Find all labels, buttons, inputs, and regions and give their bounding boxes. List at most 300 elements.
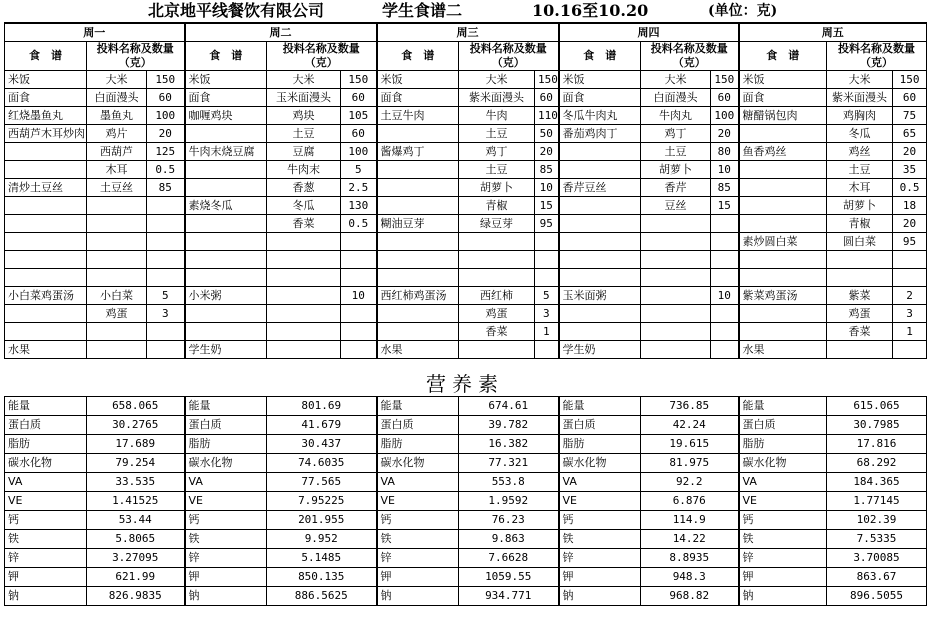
nutrient-value: 948.3 [641,568,739,587]
nutrient-label: 锌 [559,549,641,568]
nutrient-value: 3.27095 [87,549,185,568]
dish-name [559,305,641,323]
dish-name: 学生奶 [185,341,267,359]
ingredient-name [267,323,341,341]
dish-name [739,269,827,287]
nutrition-row [5,454,927,473]
ingredient-qty: 3 [147,305,185,323]
ingredient-qty [535,341,559,359]
ingredient-qty [535,251,559,269]
menu-row [5,215,927,233]
ingredient-name: 香芹 [641,179,711,197]
ingredient-qty: 5 [341,161,377,179]
ingredient-qty [147,215,185,233]
dish-name [5,323,87,341]
ingredient-name: 鸡丁 [641,125,711,143]
nutrient-value: 896.5055 [827,587,927,606]
ingredient-name: 牛肉 [459,107,535,125]
ingredient-qty: 60 [147,89,185,107]
dish-name [5,143,87,161]
dish-header: 食 谱 [185,42,267,71]
ingredient-name: 白面漫头 [87,89,147,107]
ingredient-name: 土豆 [827,161,893,179]
day-header: 周五 [739,23,927,42]
ingredient-name [641,269,711,287]
ingredient-name: 鸡丁 [459,143,535,161]
ingredient-qty: 0.5 [341,215,377,233]
dish-name: 番茄鸡肉丁 [559,125,641,143]
ingredient-name: 西红柿 [459,287,535,305]
ingredient-qty: 150 [147,71,185,89]
nutrient-value: 863.67 [827,568,927,587]
nutrient-label: VE [185,492,267,511]
dish-name [185,269,267,287]
menu-row [5,341,927,359]
dish-name: 咖喱鸡块 [185,107,267,125]
nutrient-value: 19.615 [641,435,739,454]
nutrient-value: 7.6628 [459,549,559,568]
ingredient-name [459,341,535,359]
ingredient-name: 鸡胸肉 [827,107,893,125]
ingredient-qty [711,323,739,341]
ingredient-name: 大米 [827,71,893,89]
dish-name [5,269,87,287]
dish-name [185,233,267,251]
dish-name [185,179,267,197]
ingredient-name [641,305,711,323]
nutrient-label: 钾 [739,568,827,587]
ingredient-name: 紫米面漫头 [459,89,535,107]
nutrient-label: 脂肪 [5,435,87,454]
dish-name [377,161,459,179]
menu-row [5,179,927,197]
nutrient-label: 碳水化物 [5,454,87,473]
dish-name: 西红柿鸡蛋汤 [377,287,459,305]
ingredient-qty [147,269,185,287]
nutrient-label: 钾 [377,568,459,587]
dish-name: 紫菜鸡蛋汤 [739,287,827,305]
dish-name: 米饭 [559,71,641,89]
dish-name [739,305,827,323]
dish-name [739,323,827,341]
ingredient-qty: 85 [711,179,739,197]
ingredient-name: 鸡丝 [827,143,893,161]
ingredient-name: 胡萝卜 [459,179,535,197]
ingredient-qty [341,323,377,341]
dish-name: 素烧冬瓜 [185,197,267,215]
ingredient-name [459,269,535,287]
ingredient-qty [893,251,927,269]
ingredient-name [827,341,893,359]
ingredient-qty [147,233,185,251]
nutrient-label: 钠 [377,587,459,606]
nutrient-label: VE [559,492,641,511]
ingredient-qty: 20 [893,215,927,233]
ingredient-qty: 85 [535,161,559,179]
dish-name [739,215,827,233]
nutrient-value: 17.816 [827,435,927,454]
dish-name: 面食 [559,89,641,107]
nutrient-label: 脂肪 [559,435,641,454]
nutrient-value: 9.952 [267,530,377,549]
ingredient-name: 豆腐 [267,143,341,161]
ingredient-qty: 60 [893,89,927,107]
dish-name: 西葫芦木耳炒肉 [5,125,87,143]
nutrient-label: 钠 [739,587,827,606]
ingredient-name [267,269,341,287]
ingredient-qty: 15 [535,197,559,215]
ingredient-qty: 60 [535,89,559,107]
ingredient-name: 木耳 [827,179,893,197]
ingredient-header: 投料名称及数量（克） [87,42,185,71]
dish-name: 米饭 [5,71,87,89]
nutrient-label: 钾 [559,568,641,587]
ingredient-name: 牛肉末 [267,161,341,179]
ingredient-qty [341,233,377,251]
ingredient-name [267,305,341,323]
nutrient-label: 铁 [5,530,87,549]
ingredient-qty: 80 [711,143,739,161]
ingredient-qty [711,269,739,287]
nutrient-label: 锌 [377,549,459,568]
nutrient-value: 1059.55 [459,568,559,587]
dish-name: 米饭 [377,71,459,89]
nutrient-value: 39.782 [459,416,559,435]
dish-name [739,251,827,269]
nutrient-value: 30.437 [267,435,377,454]
ingredient-name [459,251,535,269]
dish-name [377,323,459,341]
nutrient-value: 3.70085 [827,549,927,568]
nutrient-value: 5.8065 [87,530,185,549]
dish-name: 水果 [377,341,459,359]
nutrient-value: 615.065 [827,397,927,416]
dish-name: 红烧墨鱼丸 [5,107,87,125]
nutrient-value: 934.771 [459,587,559,606]
ingredient-name: 圆白菜 [827,233,893,251]
company-name: 北京地平线餐饮有限公司 [148,1,325,20]
dish-name [739,197,827,215]
nutrient-label: 能量 [185,397,267,416]
nutrient-value: 42.24 [641,416,739,435]
nutrient-label: 钠 [559,587,641,606]
nutrient-value: 801.69 [267,397,377,416]
nutrient-label: 铁 [377,530,459,549]
dish-header: 食 谱 [377,42,459,71]
menu-row [5,197,927,215]
nutrient-label: 铁 [185,530,267,549]
ingredient-qty: 150 [535,71,559,89]
nutrient-value: 184.365 [827,473,927,492]
menu-row [5,89,927,107]
dish-name [185,251,267,269]
ingredient-qty: 75 [893,107,927,125]
ingredient-name: 青椒 [459,197,535,215]
ingredient-qty: 150 [711,71,739,89]
column-header-row [5,42,927,71]
ingredient-qty: 130 [341,197,377,215]
nutrient-label: 铁 [559,530,641,549]
ingredient-qty: 35 [893,161,927,179]
day-header-row [5,23,927,42]
ingredient-name: 香菜 [827,323,893,341]
ingredient-name: 香葱 [267,179,341,197]
ingredient-qty: 1 [535,323,559,341]
nutrient-label: 蛋白质 [5,416,87,435]
menu-row [5,323,927,341]
ingredient-name: 大米 [641,71,711,89]
ingredient-name [87,215,147,233]
dish-name [559,197,641,215]
nutrient-value: 5.1485 [267,549,377,568]
nutrient-label: 碳水化物 [559,454,641,473]
ingredient-qty: 110 [535,107,559,125]
ingredient-name [267,341,341,359]
ingredient-name: 香菜 [459,323,535,341]
dish-name: 素炒圆白菜 [739,233,827,251]
ingredient-name [641,287,711,305]
dish-name [377,269,459,287]
nutrient-value: 92.2 [641,473,739,492]
nutrient-value: 850.135 [267,568,377,587]
dish-name [5,251,87,269]
ingredient-qty: 3 [535,305,559,323]
dish-name: 面食 [377,89,459,107]
ingredient-qty [711,251,739,269]
dish-name: 米饭 [185,71,267,89]
menu-row [5,287,927,305]
nutrient-value: 9.863 [459,530,559,549]
ingredient-name: 鸡蛋 [827,305,893,323]
nutrient-value: 201.955 [267,511,377,530]
ingredient-name: 玉米面漫头 [267,89,341,107]
ingredient-name [87,233,147,251]
nutrient-label: VA [185,473,267,492]
ingredient-name: 大米 [87,71,147,89]
ingredient-qty: 60 [711,89,739,107]
nutrient-label: VE [5,492,87,511]
nutrient-value: 30.2765 [87,416,185,435]
ingredient-header: 投料名称及数量（克） [641,42,739,71]
ingredient-qty: 100 [341,143,377,161]
ingredient-name: 白面漫头 [641,89,711,107]
menu-table [4,22,927,359]
ingredient-qty: 18 [893,197,927,215]
nutrient-value: 674.61 [459,397,559,416]
ingredient-qty: 2 [893,287,927,305]
ingredient-name [827,251,893,269]
nutrient-value: 7.95225 [267,492,377,511]
ingredient-qty [711,215,739,233]
menu-row [5,233,927,251]
menu-row [5,107,927,125]
ingredient-qty [147,323,185,341]
dish-name: 玉米面粥 [559,287,641,305]
nutrient-value: 68.292 [827,454,927,473]
nutrient-value: 17.689 [87,435,185,454]
nutrition-row [5,530,927,549]
nutrient-label: 蛋白质 [185,416,267,435]
nutrient-value: 8.8935 [641,549,739,568]
dish-name [377,233,459,251]
ingredient-name: 小白菜 [87,287,147,305]
menu-row [5,125,927,143]
ingredient-qty [893,341,927,359]
ingredient-qty: 2.5 [341,179,377,197]
ingredient-name: 土豆 [459,125,535,143]
ingredient-name: 冬瓜 [267,197,341,215]
nutrient-value: 886.5625 [267,587,377,606]
ingredient-qty [147,197,185,215]
nutrient-label: 蛋白质 [559,416,641,435]
day-header: 周一 [5,23,185,42]
ingredient-qty: 60 [341,89,377,107]
nutrient-label: VA [739,473,827,492]
nutrient-label: 脂肪 [377,435,459,454]
ingredient-name: 紫米面漫头 [827,89,893,107]
ingredient-name: 土豆 [267,125,341,143]
ingredient-qty [711,233,739,251]
nutrient-label: 钙 [185,511,267,530]
nutrient-value: 53.44 [87,511,185,530]
dish-name [5,233,87,251]
ingredient-name [827,269,893,287]
dish-name: 小白菜鸡蛋汤 [5,287,87,305]
ingredient-name: 豆丝 [641,197,711,215]
ingredient-name: 土豆丝 [87,179,147,197]
ingredient-name: 鸡蛋 [87,305,147,323]
nutrient-label: 能量 [559,397,641,416]
ingredient-qty [535,269,559,287]
day-header: 周四 [559,23,739,42]
ingredient-name: 土豆 [459,161,535,179]
ingredient-qty: 20 [535,143,559,161]
ingredient-name [87,251,147,269]
nutrient-label: VA [559,473,641,492]
menu-row [5,305,927,323]
ingredient-qty: 95 [893,233,927,251]
ingredient-qty: 100 [147,107,185,125]
dish-name [185,161,267,179]
dish-name [559,251,641,269]
nutrient-value: 77.321 [459,454,559,473]
ingredient-qty [147,341,185,359]
ingredient-qty [535,233,559,251]
ingredient-qty: 20 [147,125,185,143]
ingredient-name [87,197,147,215]
nutrient-value: 14.22 [641,530,739,549]
ingredient-qty [341,251,377,269]
nutrient-label: 钙 [739,511,827,530]
dish-name [559,269,641,287]
day-header: 周二 [185,23,377,42]
nutrient-value: 1.77145 [827,492,927,511]
ingredient-name: 土豆 [641,143,711,161]
dish-name: 酱爆鸡丁 [377,143,459,161]
nutrient-value: 33.535 [87,473,185,492]
dish-name [559,143,641,161]
nutrient-value: 41.679 [267,416,377,435]
nutrient-label: 碳水化物 [739,454,827,473]
dish-name [5,305,87,323]
ingredient-name [641,233,711,251]
nutrient-label: 能量 [5,397,87,416]
nutrient-label: 蛋白质 [377,416,459,435]
nutrient-value: 81.975 [641,454,739,473]
ingredient-name: 西葫芦 [87,143,147,161]
ingredient-name [87,269,147,287]
nutrient-value: 30.7985 [827,416,927,435]
dish-name [377,251,459,269]
ingredient-qty: 0.5 [147,161,185,179]
ingredient-header: 投料名称及数量（克） [827,42,927,71]
nutrient-label: 钠 [5,587,87,606]
nutrition-row [5,587,927,606]
ingredient-qty: 5 [535,287,559,305]
ingredient-name: 大米 [459,71,535,89]
nutrient-value: 7.5335 [827,530,927,549]
dish-name: 冬瓜牛肉丸 [559,107,641,125]
ingredient-qty [341,269,377,287]
dish-name [739,179,827,197]
ingredient-name [459,233,535,251]
ingredient-name [267,287,341,305]
nutrition-row [5,549,927,568]
nutrient-value: 968.82 [641,587,739,606]
nutrient-label: 钙 [559,511,641,530]
ingredient-name [641,323,711,341]
ingredient-name [267,233,341,251]
nutrient-label: 碳水化物 [377,454,459,473]
ingredient-name: 青椒 [827,215,893,233]
ingredient-qty: 50 [535,125,559,143]
ingredient-name [267,251,341,269]
nutrient-value: 74.6035 [267,454,377,473]
nutrient-value: 736.85 [641,397,739,416]
ingredient-qty: 95 [535,215,559,233]
dish-header: 食 谱 [559,42,641,71]
dish-name [377,305,459,323]
nutrient-label: 钠 [185,587,267,606]
ingredient-qty: 85 [147,179,185,197]
nutrient-label: VE [377,492,459,511]
ingredient-qty: 10 [711,287,739,305]
menu-row [5,143,927,161]
nutrient-value: 621.99 [87,568,185,587]
ingredient-qty [147,251,185,269]
dish-name [559,233,641,251]
ingredient-qty: 60 [341,125,377,143]
nutrition-row [5,568,927,587]
unit-label: (单位：克) [708,3,778,19]
nutrient-label: 铁 [739,530,827,549]
ingredient-name: 墨鱼丸 [87,107,147,125]
nutrient-label: VA [5,473,87,492]
nutrition-row [5,435,927,454]
menu-row [5,269,927,287]
recipe-title: 学生食谱二 [382,1,463,20]
nutrition-row [5,492,927,511]
dish-header: 食 谱 [5,42,87,71]
ingredient-qty: 15 [711,197,739,215]
dish-name: 米饭 [739,71,827,89]
dish-name [5,197,87,215]
dish-name: 小米粥 [185,287,267,305]
nutrient-value: 658.065 [87,397,185,416]
dish-name [377,197,459,215]
nutrient-value: 102.39 [827,511,927,530]
ingredient-name: 紫菜 [827,287,893,305]
